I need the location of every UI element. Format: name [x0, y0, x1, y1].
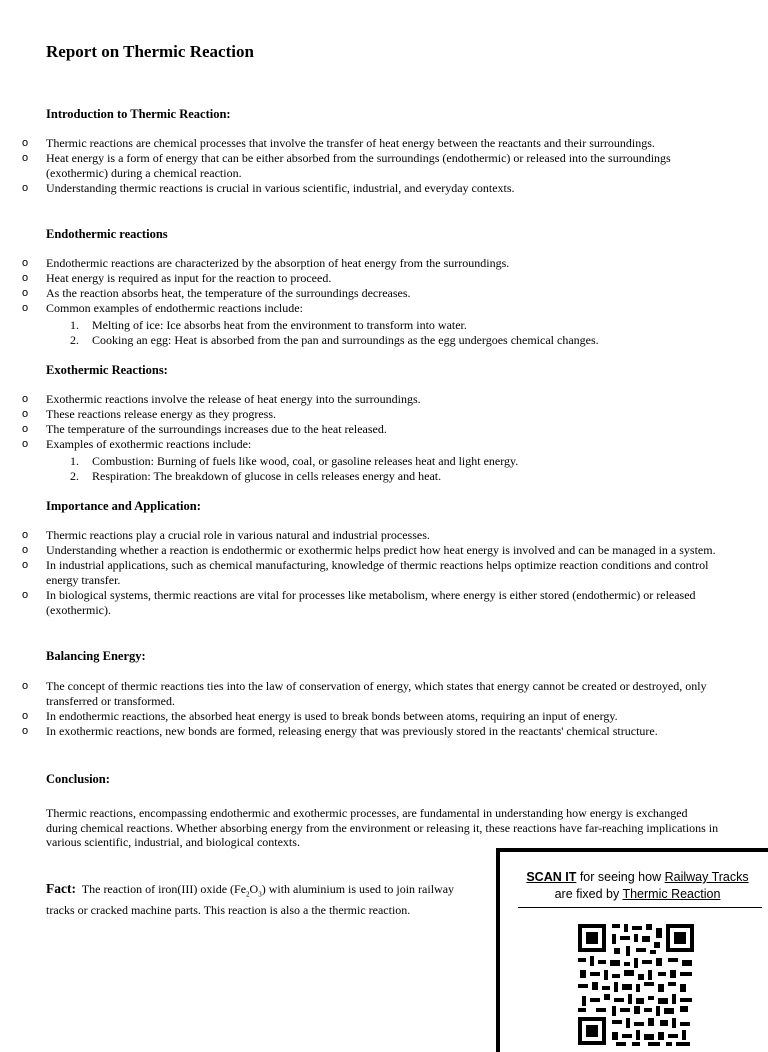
bullet-marker-icon: o: [22, 680, 29, 692]
importance-bullet-list: [0, 528, 725, 618]
exothermic-examples-list: [0, 454, 725, 484]
bullet-marker-icon: o: [22, 423, 29, 435]
list-item: o Heat energy is required as input for the reaction to proceed.: [22, 271, 332, 285]
bullet-marker-icon: o: [22, 544, 29, 556]
divider: [518, 907, 762, 908]
bullet-marker-icon: o: [22, 529, 29, 541]
bullet-marker-icon: o: [22, 559, 29, 571]
endothermic-examples-list: [0, 318, 725, 348]
list-item: o In industrial applications, such as chemical manufacturing, knowledge of thermic reactions helps optimize reaction conditions and control energy transfer.: [22, 558, 709, 587]
railway-tracks-link[interactable]: Railway Tracks: [664, 870, 749, 884]
list-item: o In exothermic reactions, new bonds are formed, releasing energy that was previously stored in the reactants' chemical structure.: [22, 724, 658, 738]
bullet-marker-icon: o: [22, 137, 29, 149]
section-heading-importance: Importance and Application:: [46, 499, 201, 513]
qr-caption: SCAN IT for seeing how Railway Tracks are fixed by Thermic Reaction: [526, 870, 749, 901]
fact-paragraph: Fact: The reaction of iron(III) oxide $(Fe_2O_3)$ with aluminium is used to join railway tracks or cracked machine parts. This reaction is also a the thermic reaction.: [46, 881, 455, 918]
thermic-reaction-link[interactable]: Thermic Reaction: [622, 887, 721, 901]
list-item: o Heat energy is a form of energy that can be either absorbed from the surroundings (endothermic) or released into the surroundings (exothermic) during a chemical reaction.: [22, 151, 671, 180]
bullet-marker-icon: o: [22, 438, 29, 450]
balancing-bullet-list: [0, 679, 725, 739]
bullet-marker-icon: o: [22, 257, 29, 269]
list-item: o Thermic reactions play a crucial role in various natural and industrial processes.: [22, 528, 430, 542]
list-item: o Endothermic reactions are characterized by the absorption of heat energy from the surroundings.: [22, 256, 510, 270]
exothermic-bullet-list: [0, 392, 725, 452]
list-item: 1. Melting of ice: Ice absorbs heat from the environment to transform into water.: [70, 318, 467, 332]
bullet-marker-icon: o: [22, 287, 29, 299]
conclusion-paragraph: Thermic reactions, encompassing endothermic and exothermic processes, are fundamental in understanding how energy is exchanged during chemical reactions. Whether absorbing energy from the environment or releasing it, these reactions have far-reaching implications in various scientific, industrial, and biological contexts.: [46, 806, 719, 849]
bullet-marker-icon: o: [22, 302, 29, 314]
list-item: o Thermic reactions are chemical processes that involve the transfer of heat energy between the reactants and their surroundings.: [22, 136, 655, 150]
bullet-marker-icon: o: [22, 272, 29, 284]
list-item: o In biological systems, thermic reactions are vital for processes like metabolism, where energy is either stored (endothermic) or released (exothermic).: [22, 588, 696, 617]
list-item: o Understanding thermic reactions is crucial in various scientific, industrial, and everyday contexts.: [22, 181, 515, 195]
list-item: o The concept of thermic reactions ties into the law of conservation of energy, which states that energy cannot be created or destroyed, only transferred or transformed.: [22, 679, 707, 708]
page-title: Report on Thermic Reaction: [46, 42, 254, 61]
bullet-marker-icon: o: [22, 725, 29, 737]
list-item: o In endothermic reactions, the absorbed heat energy is used to break bonds between atoms, requiring an input of energy.: [22, 709, 618, 723]
bullet-marker-icon: o: [22, 408, 29, 420]
list-item: o The temperature of the surroundings increases due to the heat released.: [22, 422, 387, 436]
list-item: o Common examples of endothermic reactions include:: [22, 301, 303, 315]
bullet-marker-icon: o: [22, 152, 29, 164]
list-item: o Exothermic reactions involve the release of heat energy into the surroundings.: [22, 392, 421, 406]
section-heading-balancing-energy: Balancing Energy:: [46, 649, 146, 663]
fact-label: Fact:: [46, 881, 76, 896]
endothermic-bullet-list: [0, 256, 725, 316]
list-item: o These reactions release energy as they progress.: [22, 407, 277, 421]
list-item: 2. Cooking an egg: Heat is absorbed from the pan and surroundings as the egg undergoes chemical changes.: [70, 333, 599, 347]
list-item: 1. Combustion: Burning of fuels like wood, coal, or gasoline releases heat and light energy.: [70, 454, 519, 468]
bullet-marker-icon: o: [22, 393, 29, 405]
intro-bullet-list: [0, 136, 725, 196]
bullet-marker-icon: o: [22, 182, 29, 194]
section-heading-exothermic: Exothermic Reactions:: [46, 363, 168, 377]
bullet-marker-icon: o: [22, 710, 29, 722]
section-heading-endothermic: Endothermic reactions: [46, 227, 168, 241]
section-heading-conclusion: Conclusion:: [46, 772, 110, 786]
bullet-marker-icon: o: [22, 589, 29, 601]
qr-code-icon[interactable]: [576, 922, 696, 1047]
list-item: o Understanding whether a reaction is endothermic or exothermic helps predict how heat energy is involved and can be managed in a system.: [22, 543, 716, 557]
list-item: o As the reaction absorbs heat, the temperature of the surroundings decreases.: [22, 286, 411, 300]
list-item: 2. Respiration: The breakdown of glucose in cells releases energy and heat.: [70, 469, 442, 483]
qr-code-panel: [496, 848, 768, 1052]
section-heading-introduction: Introduction to Thermic Reaction:: [46, 107, 231, 121]
scan-it-label: SCAN IT: [526, 870, 577, 884]
list-item: o Examples of exothermic reactions include:: [22, 437, 252, 451]
